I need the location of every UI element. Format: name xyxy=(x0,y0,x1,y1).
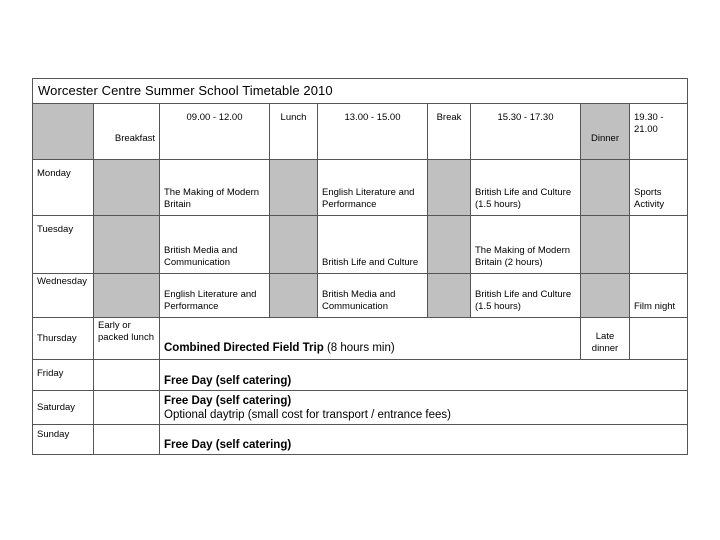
header-break: Break xyxy=(428,104,471,160)
monday-lunch xyxy=(270,160,318,216)
monday-slot4: Sports Activity xyxy=(630,160,688,216)
header-breakfast: Breakfast xyxy=(94,104,160,160)
saturday-free-day xyxy=(160,391,688,425)
thursday-field-trip xyxy=(160,318,581,360)
wednesday-slot3: British Life and Culture (1.5 hours) xyxy=(471,274,581,318)
monday-slot2: English Literature and Performance xyxy=(318,160,428,216)
day-monday: Monday xyxy=(33,160,94,216)
header-slot4: 19.30 - 21.00 xyxy=(630,104,688,160)
monday-breakfast xyxy=(94,160,160,216)
saturday-daytrip-note: Optional daytrip (small cost for transport / entrance fees) xyxy=(164,408,451,421)
day-wednesday: Wednesday xyxy=(33,274,94,318)
wednesday-slot4: Film night xyxy=(630,274,688,318)
friday-free-day: Free Day (self catering) xyxy=(160,360,688,391)
tuesday-lunch xyxy=(270,216,318,274)
friday-breakfast xyxy=(94,360,160,391)
timetable xyxy=(32,78,688,455)
header-slot1: 09.00 - 12.00 xyxy=(160,104,270,160)
wednesday-slot1: English Literature and Performance xyxy=(160,274,270,318)
timetable-title: Worcester Centre Summer School Timetable 2010 xyxy=(33,79,688,104)
tuesday-dinner xyxy=(581,216,630,274)
header-dinner: Dinner xyxy=(581,104,630,160)
tuesday-slot4 xyxy=(630,216,688,274)
monday-dinner xyxy=(581,160,630,216)
tuesday-slot3: The Making of Modern Britain (2 hours) xyxy=(471,216,581,274)
day-tuesday: Tuesday xyxy=(33,216,94,274)
thursday-breakfast: Early or packed lunch xyxy=(94,318,160,360)
wednesday-lunch xyxy=(270,274,318,318)
header-slot2: 13.00 - 15.00 xyxy=(318,104,428,160)
tuesday-break xyxy=(428,216,471,274)
wednesday-break xyxy=(428,274,471,318)
wednesday-dinner xyxy=(581,274,630,318)
header-slot3: 15.30 - 17.30 xyxy=(471,104,581,160)
sunday-free-day: Free Day (self catering) xyxy=(160,425,688,455)
tuesday-slot1: British Media and Communication xyxy=(160,216,270,274)
thursday-dinner: Late dinner xyxy=(581,318,630,360)
monday-slot3: British Life and Culture (1.5 hours) xyxy=(471,160,581,216)
saturday-breakfast xyxy=(94,391,160,425)
header-corner xyxy=(33,104,94,160)
day-sunday: Sunday xyxy=(33,425,94,455)
day-saturday: Saturday xyxy=(33,391,94,425)
monday-break xyxy=(428,160,471,216)
thursday-trip-title: Combined Directed Field Trip xyxy=(164,342,324,354)
saturday-free-day-title: Free Day (self catering) xyxy=(164,394,292,407)
sunday-breakfast xyxy=(94,425,160,455)
wednesday-slot2: British Media and Communication xyxy=(318,274,428,318)
thursday-slot4 xyxy=(630,318,688,360)
wednesday-breakfast xyxy=(94,274,160,318)
monday-slot1: The Making of Modern Britain xyxy=(160,160,270,216)
header-lunch: Lunch xyxy=(270,104,318,160)
day-thursday: Thursday xyxy=(33,318,94,360)
thursday-trip-duration: (8 hours min) xyxy=(323,342,395,354)
tuesday-slot2: British Life and Culture xyxy=(318,216,428,274)
day-friday: Friday xyxy=(33,360,94,391)
tuesday-breakfast xyxy=(94,216,160,274)
